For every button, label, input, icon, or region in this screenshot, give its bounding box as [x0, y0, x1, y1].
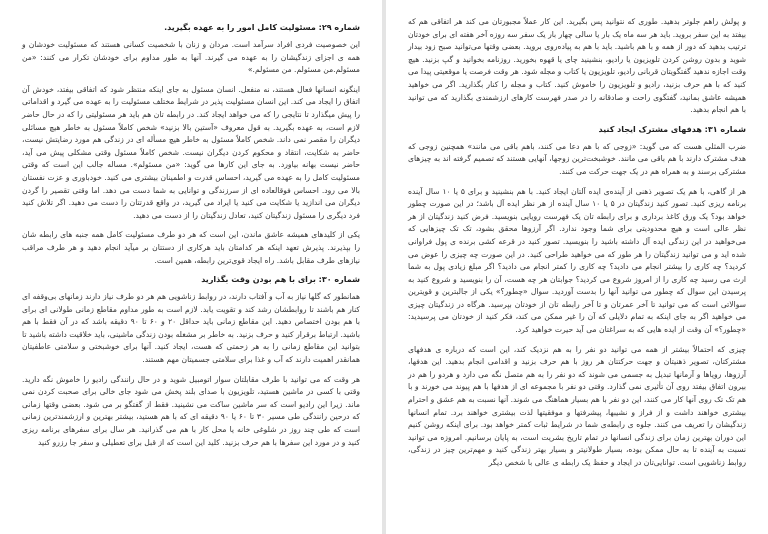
- section-heading-30: شماره ۳۰: برای با هم بودن وقت بگذارید: [201, 275, 360, 285]
- paragraph: هر وقت که می توانید با طرف مقابلتان سوار اتومبیل شوید و در حال رانندگی رادیو را خاموش نگه دارید. وقتی با کسی در ماشین هستید، تلویزیون با صدای بلند پخش می شود جای خالی برای صحبت کردن نمی ماند. زیرا این رادیو است که سر ماشین ساکت می نشینید. فقط از گفتگو بر می شود. بعضی وقتها زمانی که درحین رانندگی طی مسیر ۳۰ تا ۶۰ یا ۹۰ دقیقه ای که با هم هستید، بیشتر بهترین و ارزشمندترین زمانی است که طی چند روز در شلوغی خانه یا محل کار با هم می گذرانید. هر سال برای سفرهای برنامه ریزی کنید و در مورد این سفرها با هم حرف بزنید. کلید این است که از قبل برای تعطیلی و سفر جا رزرو کنید: [22, 374, 360, 447]
- paragraph: یکی از کلیدهای همیشه عاشق ماندن، این است که هر دو طرف مسئولیت کامل همه جنبه های رابطه شان را بپذیرند. پذیرش تعهد اینکه هر کدامتان باید هرکاری از دستتان بر میآید انجام دهید و هر طرف مراقب نیازهای طرف مقابل باشد. راه ایجاد قوی‌ترین رابطه، همین است.: [22, 230, 360, 265]
- paragraph: و پولش راهم جلوتر بدهید. طوری که نتوانید پس بگیرید. این کار عملاً مجبورتان می کند هر اتفاقی هم که بیفتد به این سفر بروید. باید هر سه ماه یک بار یا سالی چهار بار یک سفر سه روزه آخر هفته ای برای خودتان ترتیب بدهید که دور از همه و با هم باشید. باید با هم به پیاده‌روی بروید. بعضی وقتها می‌توانید صبح زود بیدار شوید و بدون روشن کردن تلویزیون یا رادیو، بنشینید چای یا قهوه بخورید. روزنامه بخوانید و گپ بزنید. هیچ وقت اجازه ندهید گفتگویتان قربانی رادیو، تلویزیون یا کتاب و مجله شود. هر وقت فرصت یا موقعیتی پیدا می کنید که با هم حرف بزنید، رادیو و تلویزیون را خاموش کنید. کتاب و مجله را کنار بگذارید. اگر می خواهید همیشه عاشق بمانید، گفتگوی راحت و صادقانه را در صدر فهرست کارهای ارزشمندی بگذارید که می توانید با هم انجام بدهید.: [408, 17, 746, 115]
- paragraph: این خصوصیت فردی افراد سرآمد است. مردان و زنان با شخصیت کسانی هستند که مسئولیت خودشان و همه ی اجزای زندگیشان را به عهده می گیرند. آنها به طور مداوم برای خودشان تکرار می کنند: «من مسئولم.من مسئولم. من مسئولم.»: [22, 40, 360, 75]
- paragraph: اینگونه انسانها فعال هستند، نه منفعل. انسان مسئول به جای اینکه منتظر شود که اتفاقی بیفتد، خودش آن اتفاق را ایجاد می کند. این انسان مسئولیت پذیر در شرایط مختلف مسئولیت را به عهده می گیرد و اقداماتی را پیش میگذارد تا نتایجی را که می خواهد ایجاد کند. در رابطه تان هم باید هر مسئولیتی را که در حال حاضر لازم است، به عهده بگیرید. به قول معروف «آستین بالا بزنید» شخص کاملاً مسئول به خاطر هیچ مسائلی دیگران را مقصر نمی داند. شخص کاملاً مسئول به خاطر هیچ مسأله ای در زندگی هم مورد رضایتش نیست، حاضر به شکایت، انتقاد و محکوم کردن دیگران نیست. شخص کاملاً مسئول وقتی مشکلی پیش می آید، حاضر نیست بهانه بیاورد. به جای این کارها می گوید: «من مسئولم». مساله جالب این است که وقتی مسئولیت کامل را به عهده می گیرید، احساس قدرت و اطمینان بیشتری می کنید. خودباوری و عزت نفستان بالا می رود. احساس فوقالعاده ای از سرزندگی و توانایی به شما دست می دهد. اما وقتی تقصیر را گردن دیگران می اندازید یا شکایت می کنید یا ایراد می گیرید، در واقع قدرتتان را دست می دهید. اگر تلاش کنید فرد دیگری را مسئول زندگیتان کنید، تعادل زندگیتان را از دست می دهید.: [22, 84, 360, 220]
- paragraph: همانطور که گلها نیاز به آب و آفتاب دارند، در روابط زناشویی هم هر دو طرف نیاز دارند زمانهای بی‌وقفه ای کنار هم باشند تا روابطشان رشد کند و تقویت یابد. لازم است به طور مداوم مقاطع زمانی طولانی ای برای با هم بودن اختصاص دهید. این مقاطع زمانی باید حداقل ۲۰ و ۶۰ تا ۹۰ دقیقه باشد که در آن فقط با هم باشید. ارتباط برقرار کنید و حرف بزنید. به خاطر بر مشغله بودن زندگی ماشینی، باید خلاقیت داشته باشید تا بتوانید این مقاطع زمانی را به هر زحمتی که هست، ایجاد کنید. آنها برای خوشبختی و سلامتی عاطفیتان همانقدر اهمیت دارند که آب و غذا برای سلامتی جسمیتان مهم هستند.: [22, 292, 361, 365]
- paragraph: چیزی که احتمالاً بیشتر از همه می توانید دو نفر را به هم نزدیک کند، این است که درباره ی هدفهای مشترکتان، تصویر ذهنیتان و جهت حرکتتان هر روز با هم حرف بزنید و اقدامی انجام بدهید. این هدفها، آرزوها، رویاها و آرمانها تبدیل به جسمی می شوند که دو نفر را به هم متصل نگه می دارد و هردو را هم در بیرون اتفاق بیفتد روی آن تأثیری نمی گذارد. وقتی دو نفر با مجموعه ای از هدفها با هم پیوند می خورند و با هم تک تک روی آنها کار می کنند، این دو نفر با هم بسیار هماهنگ می شوند. آنها نسبت به هم عشق و احترام بیشتری خواهند داشت و از فراز و نشیبها، پیشرفتها و موفقیتها لذت بیشتری خواهند برد. تمام انسانها زندگیشان را تعریف می کنند. جلوه ی رابطه‌ی شما در شرایط ثبات کمتر خواهد بود. برای اینکه روشن کنیم این دوران بهترین زمان برای زندگی انسانها در تمام تاریخ بشریت است، به پایان برسانیم. امروزه می توانید نسبت به آینده تا به حال ممکن بوده، بسیار طولانیتر و بسیار بهتر زندگی کنید و مهم‌ترین چیز در زندگی، روابط زناشویی است. توانایی‌تان در ایجاد و حفظ یک رابطه ی عالی با شخص دیگر: [408, 344, 746, 467]
- paragraph: هر از گاهی، با هم یک تصویر ذهنی از آینده‌ی ایده آلتان ایجاد کنید. با هم بنشینید و برای ۵ یا ۱۰ سال آینده برنامه ریزی کنید. تصور کنید زندگیتان در ۵ یا ۱۰ سال آینده از هر نظر ایده آل باشد؛ در این صورت چطور خواهد بود؟ یک ورق کاغذ برداری و برای رابطه تان یک فهرست رویایی بنویسید. فرض کنید زندگیتان از هر نظر عالی است و هیچ محدودیتی برای شما وجود ندارد. اگر آرزوها محقق بشود، تک تک چیزهایی که می‌خواهید در این زندگی ایده آل داشته باشید را بنویسید. تصور کنید در قرعه کشی برنده ی پول فراوانی شده اید و می توانید زندگیتان را هر طور که می خواهید طراحی کنید. در این صورت چه چیزی را عوض می کردید؟ چه کاری را بیشتر انجام می دادید؟ چه کاری را کمتر انجام می دادید؟ اگر مبلغ زیادی پول به شما ارث می رسید چه کاری را از امروز شروع می کردید؟ جوابتان هر چه هست، آن را بنویسید و شروع کنید به پرسیدن این سوال که چطور می توانید آنها را بدست آوردید. سوال «چطور؟» یکی از جالبترین و قویترین سوالاتی است که می توانید تا آخر عمرتان و تا آخر رابطه تان از خودتان بپرسید. هرگاه در زندگیتان چیزی می خواهید اگر به جای اینکه به تمام دلایلی که آن را غیر ممکن می کند، فکر کنید از خودتان می پرسیدید: «چطور؟» آن وقت از ایده هایی که به سراغتان می آید حیرت خواهید کرد.: [408, 186, 746, 335]
- section-heading-29: شماره ۲۹: مسئولیت کامل امور را به عهده بگیرید.: [164, 23, 360, 32]
- section-heading-31: شماره ۳۱: هدفهای مشترک ایجاد کنید: [598, 124, 746, 134]
- left-page: [0, 0, 382, 534]
- paragraph: ضرب المثلی هست که می گوید: «زوجی که با هم دعا می کنند، باهم باقی می مانند» همچنین زوجی که هدف مشترک دارند با هم باقی می مانند. خوشبخت‌ترین زوجها، آنهایی هستند که تصمیم گرفته اند به چیزهای مشترکی برسند و به همراه هم در یک جهت حرکت می کنند.: [408, 141, 746, 176]
- right-page: [386, 0, 768, 534]
